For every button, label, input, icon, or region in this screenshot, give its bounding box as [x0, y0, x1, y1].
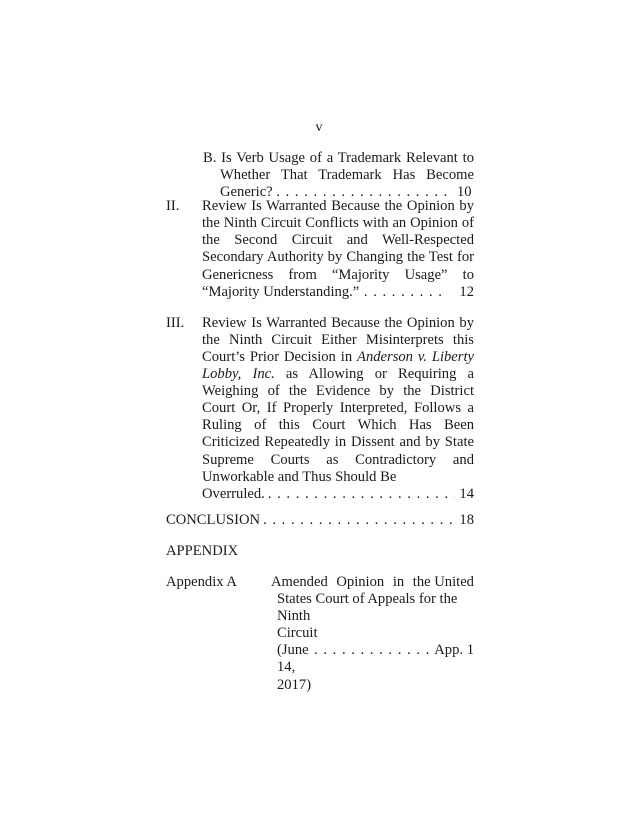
appendix-a-label: Appendix A — [166, 573, 237, 590]
toc-entry-iii — [166, 315, 474, 503]
toc-entry-iii-case-name: Anderson v. Liberty Lobby, Inc. — [202, 348, 474, 383]
toc-entry-conclusion-page: 18 — [459, 511, 474, 528]
toc-entry-b-number: B. — [203, 150, 217, 166]
appendix-a-date: (June 14, 2017) — [277, 642, 312, 693]
appendix-a-word: in — [392, 573, 405, 590]
appendix-a-line3: Circuit — [277, 625, 318, 642]
toc-entry-conclusion-title: CONCLUSION — [166, 511, 261, 528]
dot-leader — [263, 512, 455, 529]
toc-entry-b — [203, 150, 474, 201]
toc-entry-iii-text — [202, 315, 474, 486]
toc-entry-iii-number: III. — [166, 314, 185, 331]
toc-entry-iii-title-last: Overruled. — [202, 485, 265, 502]
appendix-heading: APPENDIX — [166, 542, 239, 559]
appendix-a-page: App. 1 — [434, 642, 474, 659]
toc-entry-conclusion — [166, 512, 474, 529]
dot-leader — [268, 486, 456, 503]
dot-leader — [314, 642, 430, 659]
appendix-a-text — [271, 573, 474, 694]
toc-entry-ii-title: Review Is Warranted Because the Opinion by the Ninth Circuit Conflicts with an Opinion of the Second Circuit and Well-Respected Secondary Authority by Changing the Test for Genericness from “Majority Usage” to “Majority Understanding.” . . . . . . . . . 12 — [202, 198, 474, 300]
toc-entry-b-text: B. Is Verb Usage of a Trademark Relevant to Whether That Trademark Has Become Generic? . . . . . . . . . . . . . . . . . . . 10 — [203, 150, 474, 201]
toc-entry-iii-title-part2: as Allowing or Requiring a Weighing of the Evidence by the District Court Or, If Properly Interpreted, Follows a Ruling of this Court Which Has Been Criticized Repeatedly in Dissent and by State Supreme Courts as Contradictory and Unworkable and Thus Should Be — [202, 366, 474, 485]
toc-entry-iii-page: 14 — [459, 485, 474, 502]
page-number: v — [315, 120, 323, 135]
toc-entry-iii-leader-line — [202, 486, 474, 503]
table-of-contents — [166, 150, 474, 694]
toc-entry-appendix-a — [166, 574, 474, 694]
dot-leader: . . . . . . . . . — [359, 283, 443, 300]
appendix-a-word: Opinion — [336, 573, 385, 590]
appendix-a-leader-line — [277, 642, 474, 693]
appendix-a-line2: States Court of Appeals for the Ninth — [277, 591, 458, 625]
appendix-a-word: Amended — [271, 573, 328, 590]
appendix-a-line1 — [271, 574, 474, 591]
toc-entry-b-title: Is Verb Usage of a Trademark Relevant to Whether That Trademark Has Become Generic? — [220, 150, 474, 201]
toc-entry-iii-title-part1: Review Is Warranted Because the Opinion by the Ninth Circuit Either Misinterprets this Court’s Prior Decision in — [202, 314, 474, 365]
toc-entry-ii — [166, 198, 474, 301]
appendix-a-word: the United — [412, 573, 474, 590]
dot-leader: . . . . . . . . . . . . . . . . . . . — [276, 184, 449, 201]
toc-entry-ii-number: II. — [166, 198, 180, 215]
toc-entry-ii-page: 12 — [459, 283, 474, 300]
